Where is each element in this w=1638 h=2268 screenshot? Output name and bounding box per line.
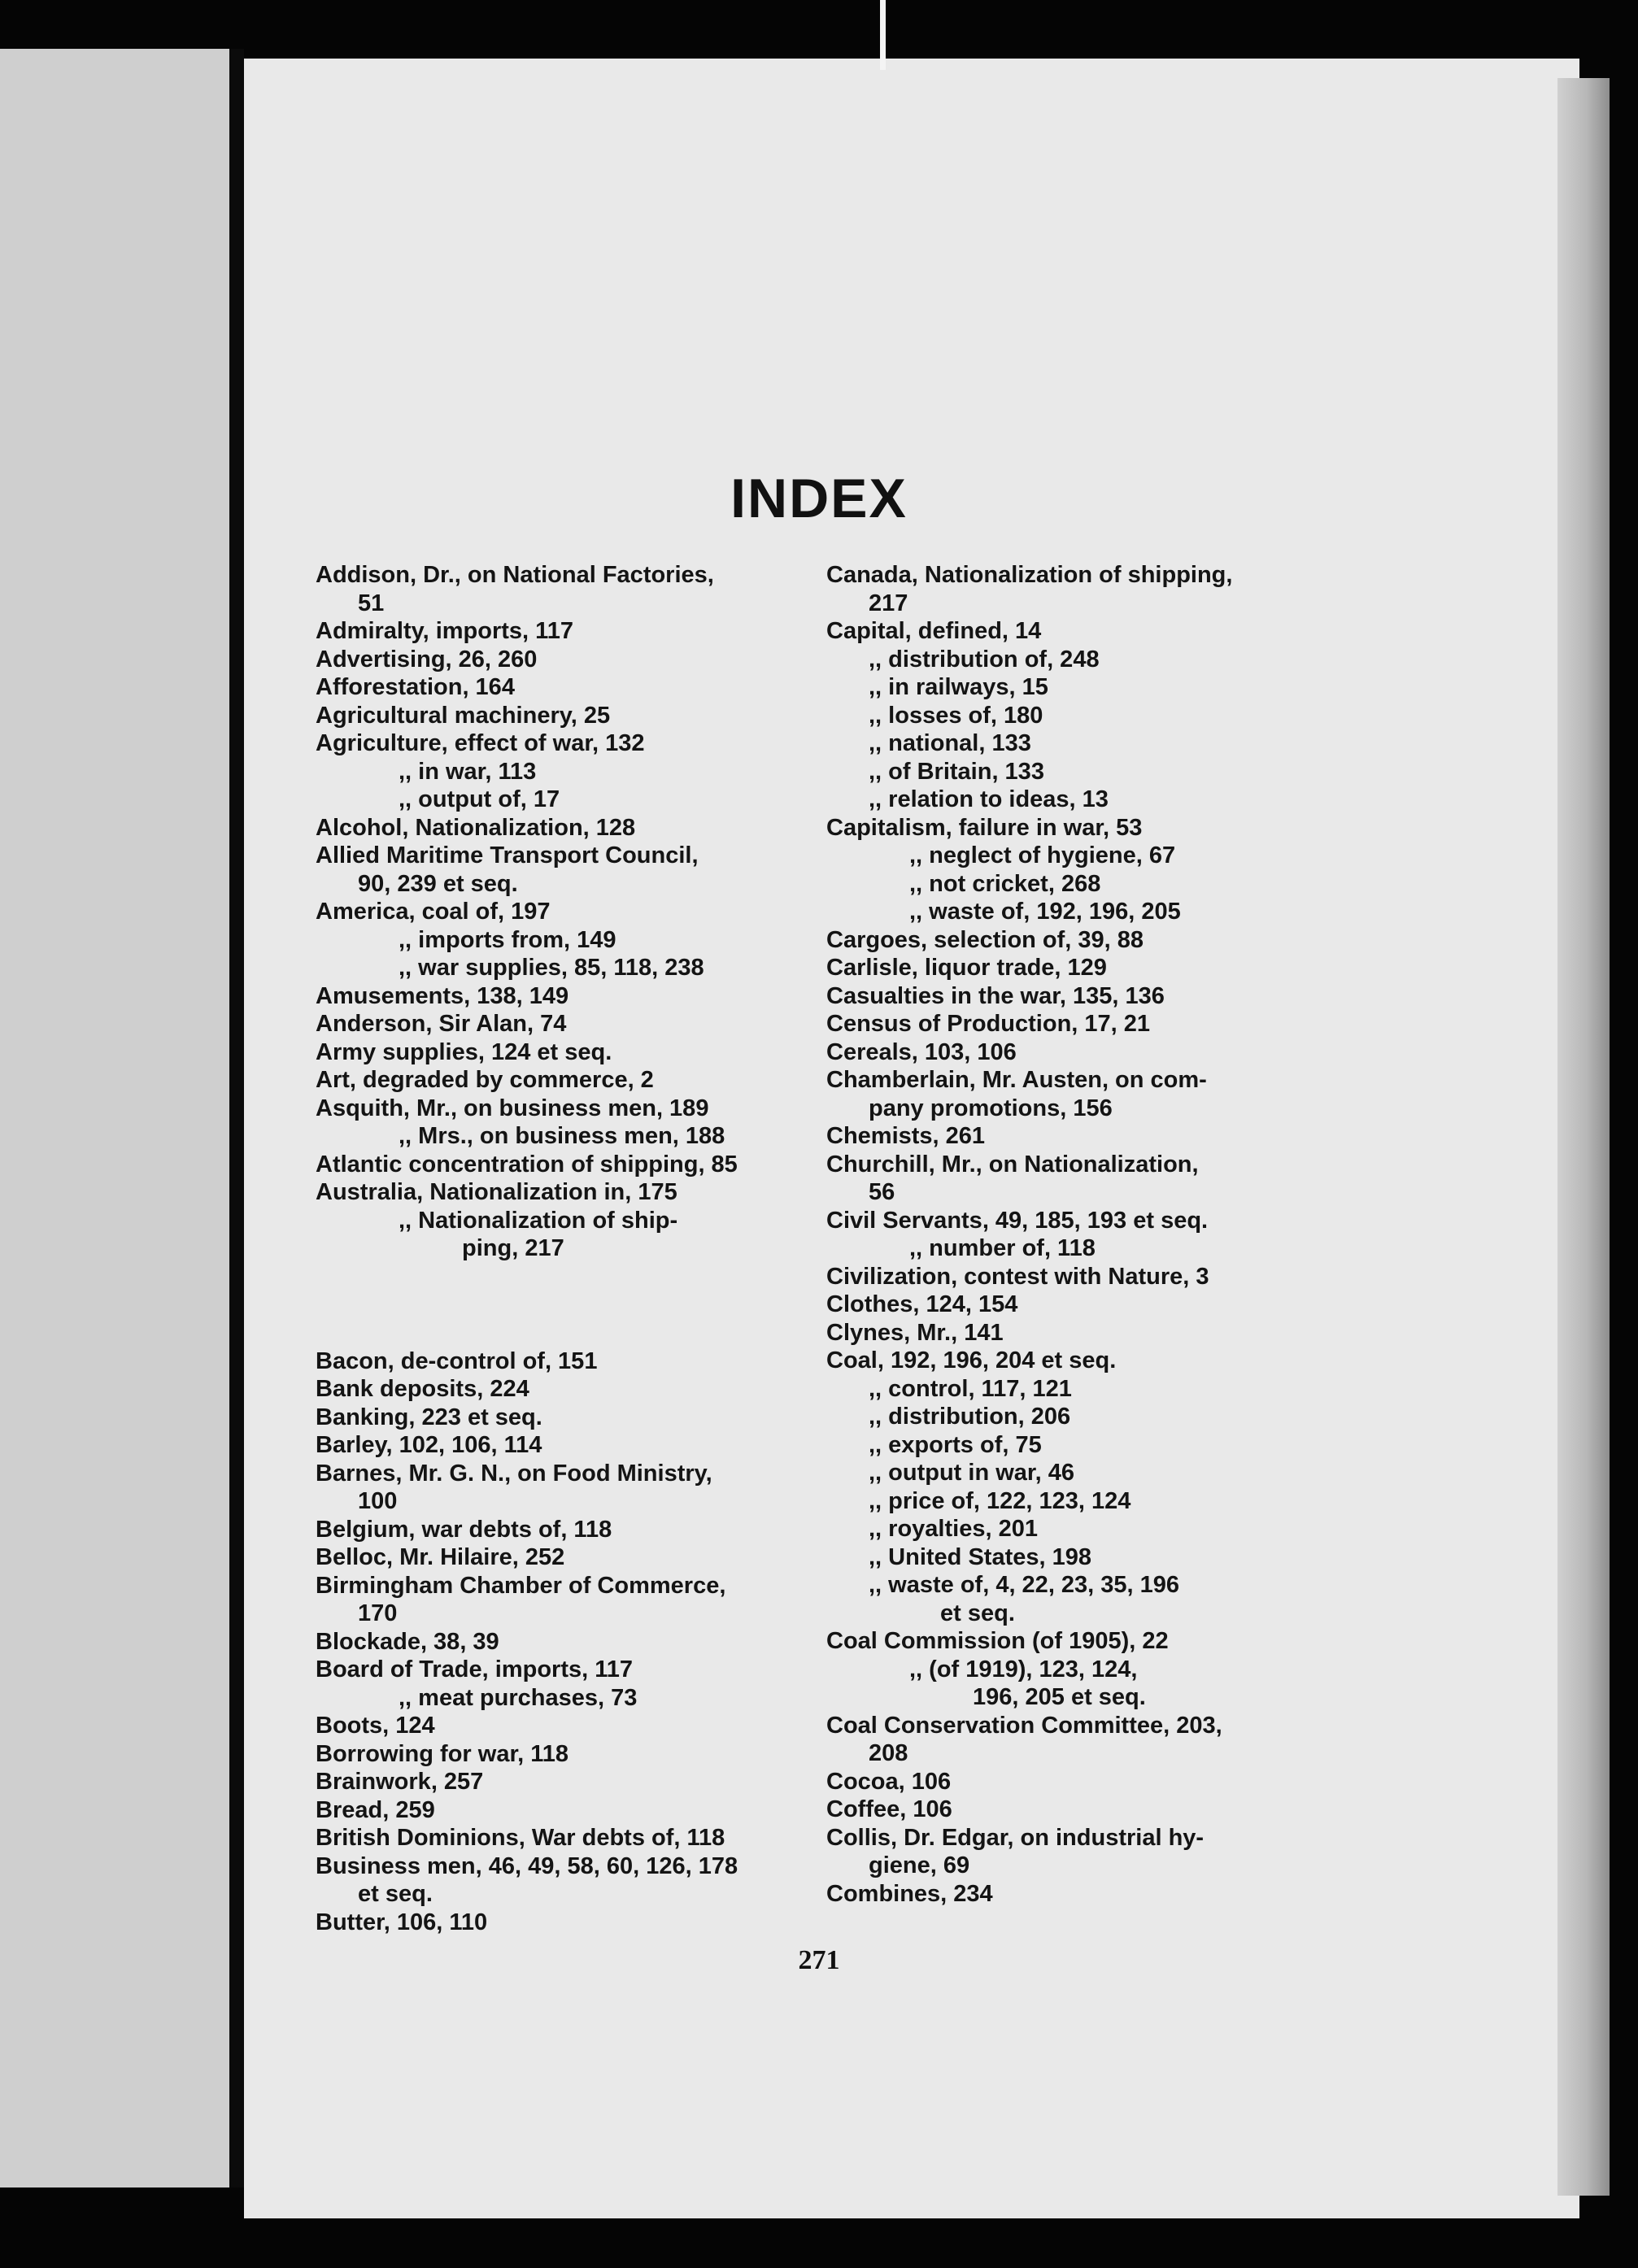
facing-page-edge — [0, 49, 229, 2187]
page-title: INDEX — [730, 468, 908, 529]
index-entry: Census of Production, 17, 21 — [826, 1011, 1151, 1037]
index-entry: Capital, defined, 14 — [826, 618, 1042, 644]
index-entry: Coal Commission (of 1905), 22 — [826, 1628, 1169, 1654]
index-entry: Carlisle, liquor trade, 129 — [826, 955, 1107, 981]
index-entry: ,, relation to ideas, 13 — [869, 786, 1109, 812]
index-entry: ,, waste of, 4, 22, 23, 35, 196 — [869, 1572, 1180, 1598]
index-entry: Civilization, contest with Nature, 3 — [826, 1263, 1209, 1290]
index-entry: Amusements, 138, 149 — [316, 982, 569, 1009]
index-entry: ,, (of 1919), 123, 124, — [909, 1656, 1138, 1682]
index-entry: Bacon, de-control of, 151 — [316, 1347, 598, 1374]
index-entry: Brainwork, 257 — [316, 1769, 484, 1795]
index-entry: Clynes, Mr., 141 — [826, 1319, 1004, 1346]
index-entry: ,, war supplies, 85, 118, 238 — [399, 955, 704, 981]
index-entry: Civil Servants, 49, 185, 193 et seq. — [826, 1207, 1209, 1234]
index-entry: Birmingham Chamber of Commerce, — [316, 1572, 726, 1599]
index-entry: ,, losses of, 180 — [869, 702, 1043, 729]
index-entry: Coffee, 106 — [826, 1796, 952, 1822]
index-entry: ,, national, 133 — [869, 730, 1031, 756]
index-entry: Blockade, 38, 39 — [316, 1628, 499, 1655]
index-entry: Coal Conservation Committee, 203, — [826, 1712, 1222, 1739]
index-entry: Art, degraded by commerce, 2 — [316, 1067, 654, 1093]
index-entry: Bread, 259 — [316, 1796, 435, 1823]
index-entry: ,, number of, 118 — [909, 1235, 1096, 1261]
index-entry: Addison, Dr., on National Factories, — [316, 562, 714, 588]
index-entry: Agricultural machinery, 25 — [316, 702, 611, 729]
index-entry: British Dominions, War debts of, 118 — [316, 1825, 725, 1851]
book-gutter — [229, 49, 244, 2187]
index-entry: 100 — [358, 1488, 398, 1514]
index-entry: Afforestation, 164 — [316, 674, 515, 700]
index-entry: Butter, 106, 110 — [316, 1909, 488, 1935]
index-entry: Boots, 124 — [316, 1713, 435, 1739]
index-entry: ping, 217 — [462, 1235, 564, 1261]
index-entry: Allied Maritime Transport Council, — [316, 842, 699, 868]
index-entry: Agriculture, effect of war, 132 — [316, 730, 645, 756]
index-entry: Belgium, war debts of, 118 — [316, 1516, 612, 1543]
section-gap — [316, 1263, 804, 1347]
index-entry: 170 — [358, 1600, 398, 1626]
index-entry: Belloc, Mr. Hilaire, 252 — [316, 1544, 565, 1570]
index-entry: Churchill, Mr., on Nationalization, — [826, 1151, 1199, 1178]
index-entry: Board of Trade, imports, 117 — [316, 1656, 633, 1682]
index-entry: ,, distribution, 206 — [869, 1404, 1071, 1430]
index-entry: Cocoa, 106 — [826, 1768, 952, 1795]
index-column-left — [316, 561, 804, 1936]
index-entry: et seq. — [358, 1881, 433, 1907]
index-entry: 90, 239 et seq. — [358, 870, 518, 897]
index-entry: Chamberlain, Mr. Austen, on com- — [826, 1067, 1207, 1093]
index-entry: ,, control, 117, 121 — [869, 1375, 1072, 1402]
index-entry: ,, in war, 113 — [399, 758, 537, 785]
index-entry: ,, Mrs., on business men, 188 — [399, 1123, 725, 1149]
index-entry: ,, output of, 17 — [399, 786, 560, 812]
index-entry: Clothes, 124, 154 — [826, 1291, 1018, 1317]
index-entry: ,, output in war, 46 — [869, 1460, 1074, 1486]
index-entry: Barley, 102, 106, 114 — [316, 1432, 542, 1458]
index-entry: Barnes, Mr. G. N., on Food Ministry, — [316, 1460, 712, 1487]
index-entry: Australia, Nationalization in, 175 — [316, 1179, 677, 1205]
index-entry: et seq. — [940, 1600, 1015, 1626]
index-entry: Chemists, 261 — [826, 1123, 986, 1149]
index-entry: Anderson, Sir Alan, 74 — [316, 1011, 567, 1037]
index-entry: ,, waste of, 192, 196, 205 — [909, 899, 1181, 925]
index-entry: 196, 205 et seq. — [973, 1684, 1146, 1710]
index-column-right — [826, 561, 1322, 1908]
index-entry: Cereals, 103, 106 — [826, 1038, 1017, 1065]
index-entry: ,, exports of, 75 — [869, 1431, 1042, 1458]
index-entry: Asquith, Mr., on business men, 189 — [316, 1095, 709, 1121]
index-entry: Casualties in the war, 135, 136 — [826, 982, 1165, 1009]
index-entry: Bank deposits, 224 — [316, 1376, 529, 1402]
index-entry: Cargoes, selection of, 39, 88 — [826, 926, 1144, 953]
index-entry: 217 — [869, 590, 908, 616]
index-entry: 208 — [869, 1740, 908, 1766]
index-entry: Banking, 223 et seq. — [316, 1404, 542, 1430]
index-entry: ,, price of, 122, 123, 124 — [869, 1487, 1131, 1514]
index-entry: Coal, 192, 196, 204 et seq. — [826, 1347, 1117, 1373]
index-entry: Business men, 46, 49, 58, 60, 126, 178 — [316, 1852, 738, 1879]
index-entry: Army supplies, 124 et seq. — [316, 1038, 612, 1065]
index-entry: ,, distribution of, 248 — [869, 646, 1100, 673]
index-entry: ,, Nationalization of ship- — [399, 1207, 678, 1234]
bookmark-strip — [880, 0, 886, 70]
index-entry: Capitalism, failure in war, 53 — [826, 814, 1143, 841]
index-entry: Admiralty, imports, 117 — [316, 618, 573, 644]
index-entry: Canada, Nationalization of shipping, — [826, 562, 1233, 588]
page-number: 271 — [798, 1945, 840, 1975]
index-entry: Advertising, 26, 260 — [316, 646, 538, 673]
index-entry: ,, not cricket, 268 — [909, 870, 1101, 897]
index-entry: ,, imports from, 149 — [399, 926, 616, 953]
index-entry: America, coal of, 197 — [316, 899, 551, 925]
index-entry: Borrowing for war, 118 — [316, 1740, 569, 1767]
index-entry: ,, of Britain, 133 — [869, 758, 1044, 785]
index-entry: pany promotions, 156 — [869, 1095, 1113, 1121]
index-entry: 51 — [358, 590, 385, 616]
index-entry: Collis, Dr. Edgar, on industrial hy- — [826, 1824, 1205, 1851]
index-entry: Atlantic concentration of shipping, 85 — [316, 1151, 738, 1178]
index-entry: giene, 69 — [869, 1852, 970, 1878]
index-entry: Alcohol, Nationalization, 128 — [316, 814, 636, 841]
index-entry: ,, in railways, 15 — [869, 674, 1048, 700]
index-entry: ,, neglect of hygiene, 67 — [909, 842, 1176, 868]
index-entry: 56 — [869, 1179, 895, 1205]
page-stack-edge — [1557, 78, 1610, 2196]
index-entry: Combines, 234 — [826, 1880, 993, 1907]
index-entry: ,, royalties, 201 — [869, 1516, 1038, 1542]
index-entry: ,, meat purchases, 73 — [399, 1684, 638, 1711]
index-entry: ,, United States, 198 — [869, 1543, 1091, 1570]
